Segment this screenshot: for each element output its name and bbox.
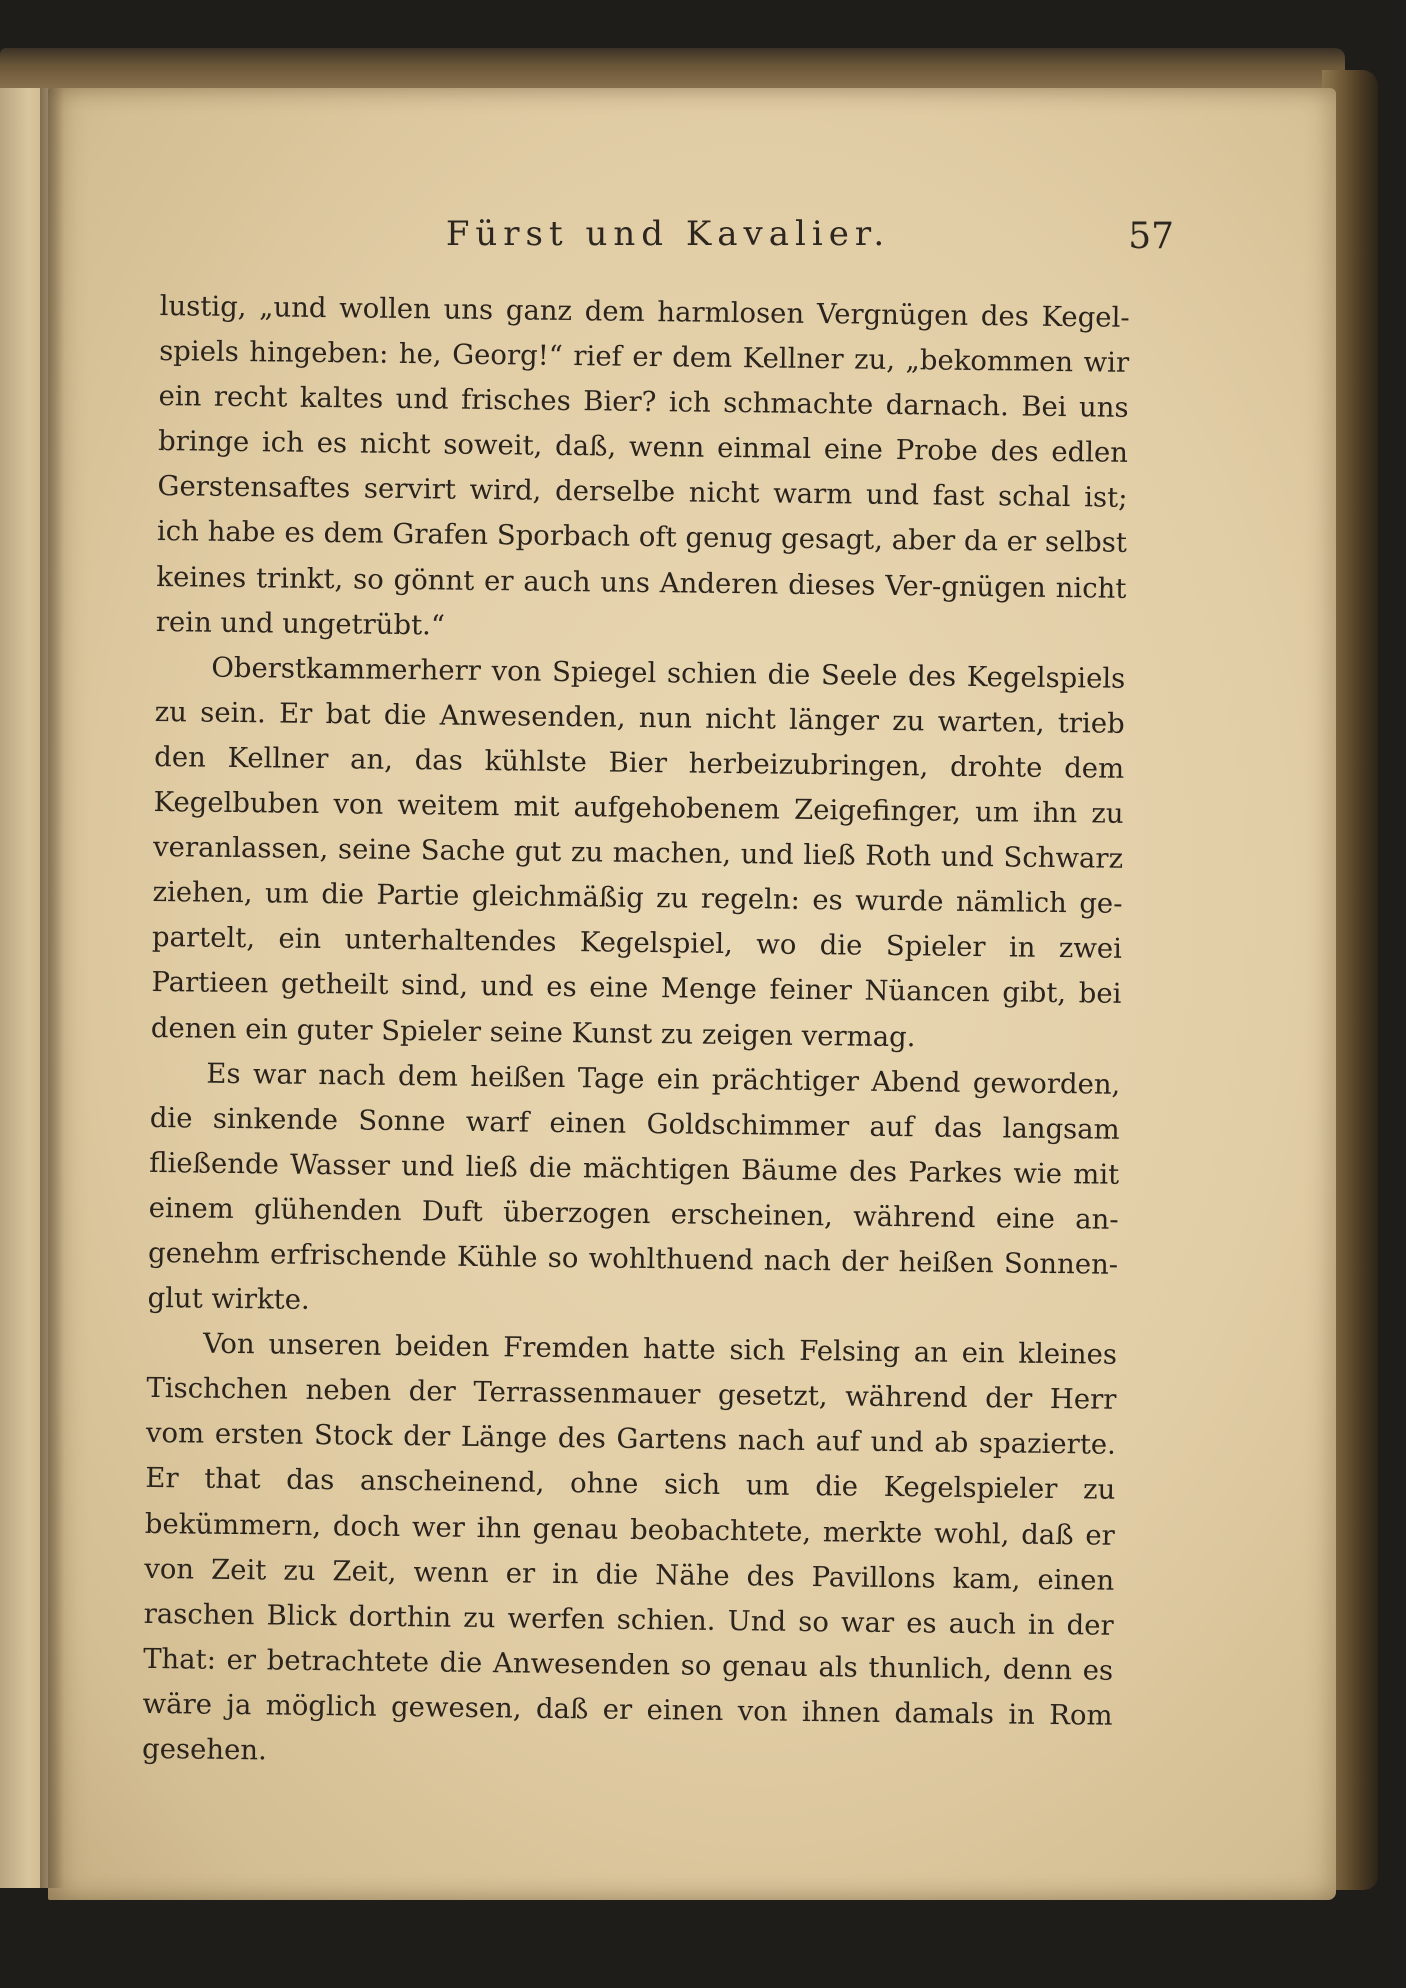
page-header [48,214,1336,274]
gutter-shadow [40,88,64,1888]
paragraph-1: lustig, „und wollen uns ganz dem harmlosen Vergnügen des Kegel-spiels hingeben: he, Georg!“ rief er dem Kellner zu, „bekommen wir ein recht kaltes und frisches Bier? ich schmachte darnach. Bei uns bringe ich es nicht soweit, daß, wenn einmal eine Probe des edlen Gerstensaftes servirt wird, derselbe nicht warm und fast schal ist; ich habe es dem Grafen Sporbach oft genug gesagt, aber da er selbst keines trinkt, so gönnt er auch uns Anderen dieses Ver-gnügen nicht rein und ungetrübt.“ [155,289,1130,642]
book-top-edge [0,48,1345,92]
paragraph-2: Oberstkammerherr von Spiegel schien die Seele des Kegelspiels zu sein. Er bat die Anwesenden, nun nicht länger zu warten, trieb den Kellner an, das kühlste Bier herbeizubringen, drohte dem Kegelbuben von weitem mit aufgehobenem Zeigefinger, um ihn zu veranlassen, seine Sache gut zu machen, und ließ Roth und Schwarz ziehen, um die Partie gleichmäßig zu regeln: es wurde nämlich ge-partelt, ein unterhaltendes Kegelspiel, wo die Spieler in zwei Partieen getheilt sind, und es eine Menge feiner Nüancen gibt, bei denen ein guter Spieler seine Kunst zu zeigen vermag. [150,651,1126,1053]
book-page [48,88,1336,1900]
running-title: Fürst und Kavalier. [445,214,891,254]
page-number: 57 [1128,216,1174,257]
paragraph-3: Es war nach dem heißen Tage ein prächtiger Abend geworden, die sinkende Sonne warf einen Goldschimmer auf das langsam fließende Wasser und ließ die mächtigen Bäume des Parkes wie mit einem glühenden Duft überzogen erscheinen, während eine an-genehm erfrischende Kühle so wohlthuend nach der heißen Sonnen-glut wirkte. [147,1057,1121,1316]
page-body [142,284,1130,1784]
paragraph-4: Von unseren beiden Fremden hatte sich Felsing an ein kleines Tischchen neben der Terrassenmauer gesetzt, während der Herr vom ersten Stock der Länge des Gartens nach auf und ab spazierte. Er that das anscheinend, ohne sich um die Kegelspieler zu bekümmern, doch wer ihn genau beobachtete, merkte wohl, daß er von Zeit zu Zeit, wenn er in die Nähe des Pavillons kam, einen raschen Blick dorthin zu werfen schien. Und so war es auch in der That: er betrachtete die Anwesenden so genau als thunlich, denn es wäre ja möglich gewesen, daß er einen von ihnen damals in Rom gesehen. [141,1327,1118,1767]
